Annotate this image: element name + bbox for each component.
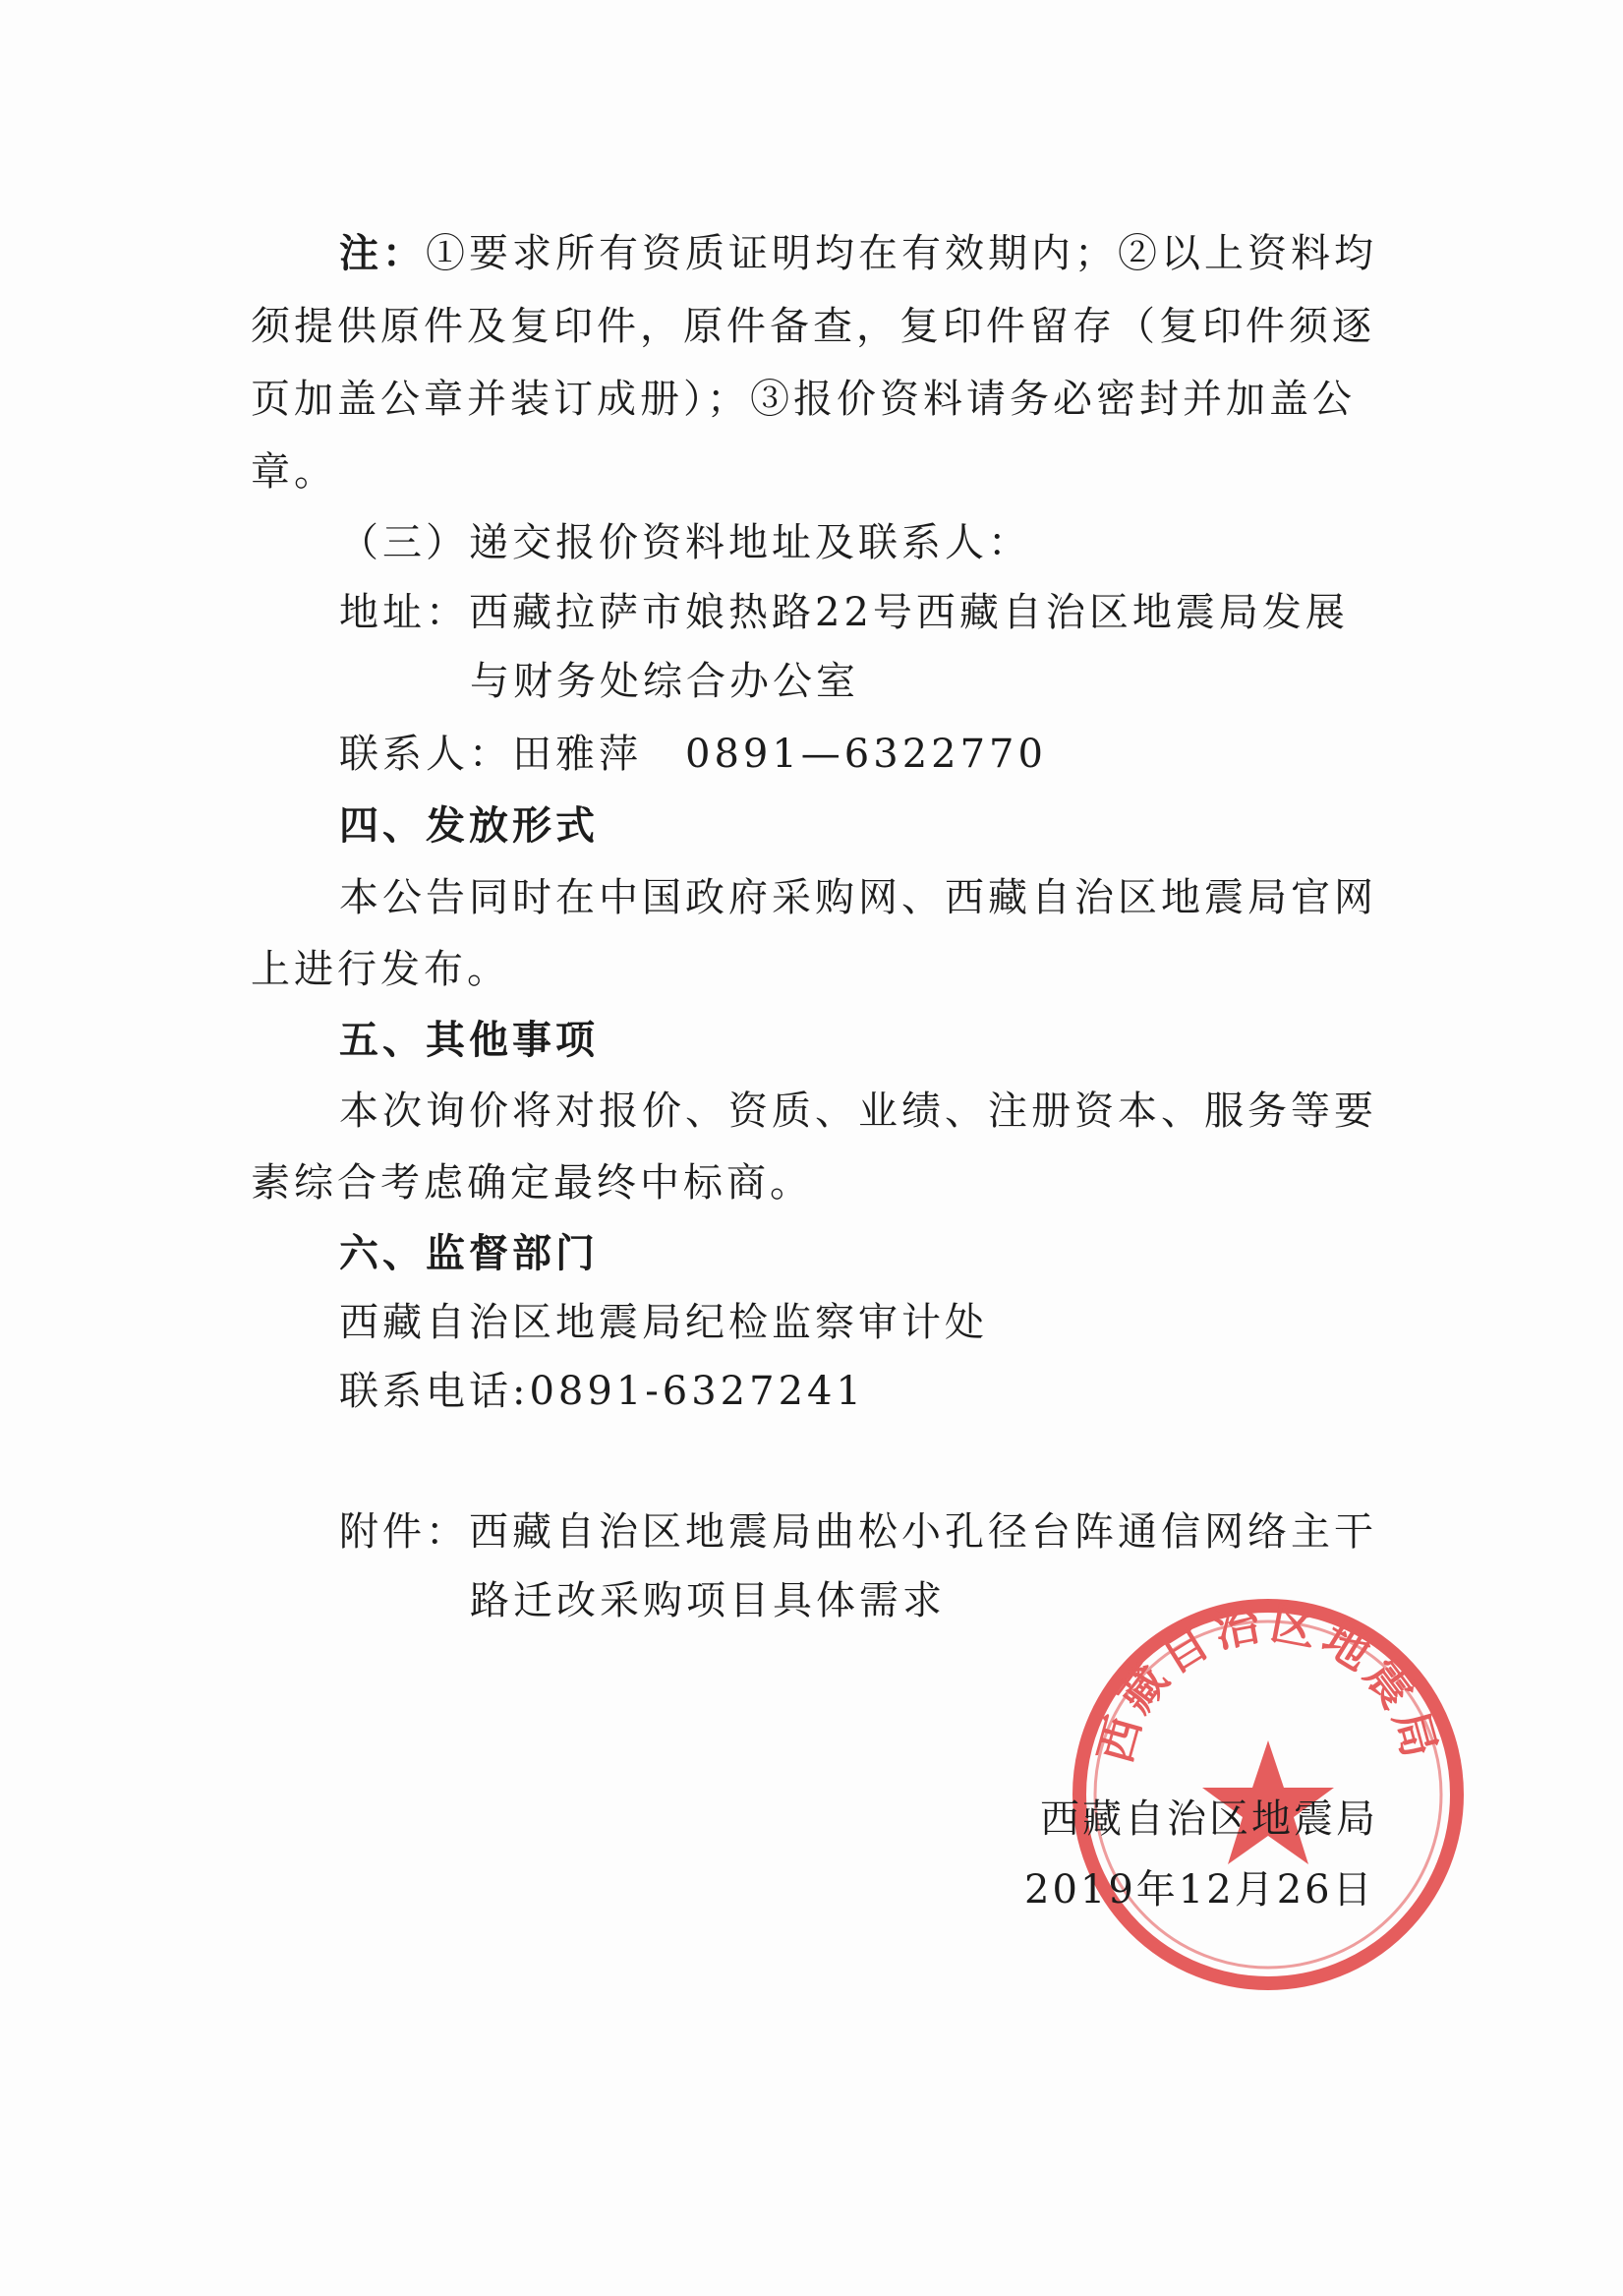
address-line-2: 与财务处综合办公室 [470, 659, 859, 704]
submission-heading: （三）递交报价资料地址及联系人： [339, 520, 1031, 565]
note-line-3: 页加盖公章并装订成册）；③报价资料请务必密封并加盖公 [251, 377, 1356, 422]
note-line-1 [339, 231, 1377, 276]
address-label: 地址： [339, 590, 469, 635]
contact-line: 联系人：田雅萍 0891—6322770 [339, 732, 1047, 777]
note-label: 注： [339, 231, 426, 276]
attachment-line-1 [339, 1509, 1377, 1555]
official-seal [1067, 1593, 1470, 1996]
attachment-label: 附件： [339, 1509, 469, 1555]
address-text-1: 西藏拉萨市娘热路22号西藏自治区地震局发展 [469, 590, 1349, 635]
section-6-title: 六、监督部门 [339, 1231, 599, 1276]
address-line-1 [339, 590, 1349, 635]
section-4-title: 四、发放形式 [339, 803, 599, 849]
section-4-line-1: 本公告同时在中国政府采购网、西藏自治区地震局官网 [339, 875, 1377, 920]
note-line-4: 章。 [251, 449, 337, 495]
signature-date: 2019年12月26日 [1024, 1867, 1375, 1913]
attachment-line-2: 路迁改采购项目具体需求 [470, 1578, 946, 1623]
section-5-line-1: 本次询价将对报价、资质、业绩、注册资本、服务等要 [339, 1089, 1377, 1134]
attachment-text-1: 西藏自治区地震局曲松小孔径台阵通信网络主干 [469, 1509, 1377, 1555]
section-4-line-2: 上进行发布。 [251, 947, 510, 992]
seal-text: 西藏自治区地震局 [1087, 1596, 1449, 1769]
section-6-line-1: 西藏自治区地震局纪检监察审计处 [339, 1300, 988, 1345]
note-text-1: ①要求所有资质证明均在有效期内；②以上资料均 [426, 231, 1377, 276]
note-line-2: 须提供原件及复印件，原件备查，复印件留存（复印件须逐 [251, 304, 1375, 349]
signature-org: 西藏自治区地震局 [1040, 1796, 1378, 1842]
section-5-title: 五、其他事项 [339, 1018, 599, 1063]
section-5-line-2: 素综合考虑确定最终中标商。 [251, 1160, 813, 1206]
section-6-line-2: 联系电话:0891-6327241 [339, 1369, 865, 1414]
